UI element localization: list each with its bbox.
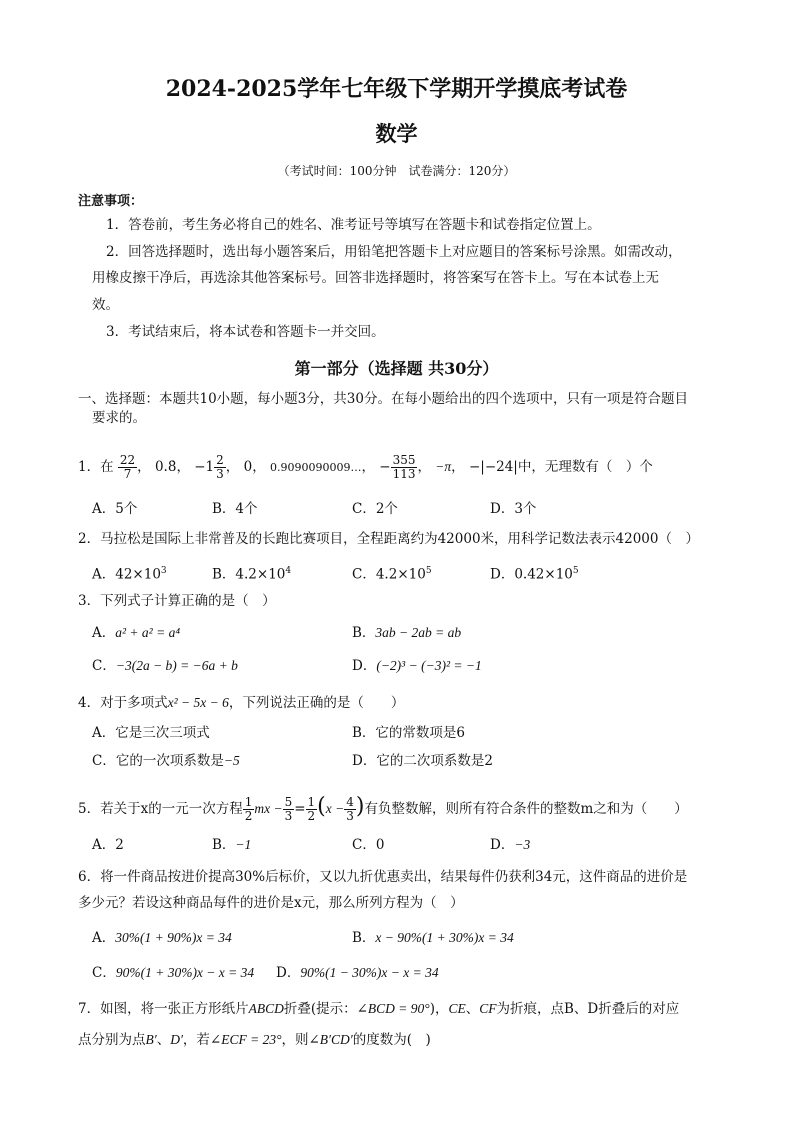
fraction: $\frac{1}{2}$ (307, 795, 316, 823)
q6-option-b: B．x − 90%(1 + 30%)x = 34 (352, 930, 514, 946)
q6-option-d: D．90%(1 − 30%)x − x = 34 (276, 965, 439, 981)
q3-option-c: C．−3(2a − b) = −6a + b (92, 658, 238, 674)
q2-option-d: D．$0.42\times 10^5$ (490, 566, 579, 583)
q3-option-a: A．a² + a² = a⁴ (92, 625, 181, 641)
question-1: 1．在 $\frac{22}{7}$ ， 0.8̇， −1 $\frac{2}{3}$ ， 0， 0.9090090009…， − $\frac{355}{113}$ ， −π， −|−24|中，无理数有（ ）个 (78, 453, 653, 481)
notice-item-2-cont: 用橡皮擦干净后，再选涂其他答案标号。回答非选择题时，将答案写在答卡上。写在本试卷上无 (92, 270, 659, 286)
q4-option-c: C．它的一次项系数是−5 (92, 753, 240, 769)
question-4: 4．对于多项式x² − 5x − 6，下列说法正确的是（ ） (78, 695, 405, 711)
q1-option-d: D．3个 (490, 501, 537, 517)
q1-option-b: B．4个 (212, 501, 258, 517)
q1-value: 0.8̇ (154, 459, 177, 475)
exam-time-info: （考试时间：100分钟 试卷满分：120分） (277, 164, 516, 178)
q6-option-a: A．30%(1 + 90%)x = 34 (92, 930, 232, 946)
q1-suffix: 中，无理数有（ ）个 (517, 459, 653, 475)
fraction: $\frac{5}{3}$ (284, 795, 293, 823)
q1-value: 0 (243, 459, 253, 475)
question-2: 2．马拉松是国际上非常普及的长跑比赛项目，全程距离约为42000米，用科学记数法表示42000（ ） (78, 531, 699, 547)
q5-option-a: A．2 (92, 837, 124, 853)
fraction: $\frac{4}{3}$ (346, 795, 354, 823)
q1-value: −1 (194, 459, 215, 475)
notice-item-1: 1．答卷前，考生务必将自己的姓名、准考证号等填写在答题卡和试卷指定位置上。 (106, 217, 601, 233)
q4-option-d: D．它的二次项系数是2 (352, 753, 493, 769)
q5-option-d: D．−3 (490, 837, 531, 853)
q4-option-b: B．它的常数项是6 (352, 725, 466, 741)
notice-item-2: 2．回答选择题时，选出每小题答案后，用铅笔把答题卡上对应题目的答案标号涂黑。如需改动， (106, 244, 682, 260)
fraction: $\frac{355}{113}$ (392, 453, 416, 481)
q5-option-b: B．−1 (212, 837, 252, 853)
q3-option-b: B．3ab − 2ab = ab (352, 625, 462, 641)
exam-title: 2024-2025学年七年级下学期开学摸底考试卷 (165, 76, 628, 102)
q5-option-c: C．0 (352, 837, 385, 853)
notice-item-2-end: 效。 (92, 297, 119, 313)
notice-heading: 注意事项： (78, 194, 144, 209)
section-intro: 一、选择题：本题共10小题，每小题3分，共30分。在每小题给出的四个选项中，只有一项是符合题目 (78, 391, 688, 407)
notice-item-3: 3．考试结束后，将本试卷和答题卡一并交回。 (106, 324, 385, 340)
fraction: $\frac{1}{2}$ (244, 795, 253, 823)
question-6-cont: 多少元？若设这种商品每件的进价是x元，那么所列方程为（ ） (78, 895, 464, 911)
question-7-cont: 点分别为点B′、D′，若∠ECF = 23°，则∠B′CD′的度数为( ) (78, 1032, 431, 1048)
fraction: $\frac{22}{7}$ (119, 453, 136, 481)
q2-option-c: C．$4.2\times 10^5$ (352, 566, 432, 583)
section-intro-cont: 要求的。 (92, 410, 146, 426)
q1-value: − (379, 459, 391, 475)
q1-option-c: C．2个 (352, 501, 398, 517)
q1-value: −π (435, 459, 452, 474)
q1-value: 0.9090090009… (269, 461, 362, 474)
subject-title: 数学 (375, 121, 418, 146)
q1-option-a: A．5个 (92, 501, 138, 517)
question-6: 6．将一件商品按进价提高30%后标价，又以九折优惠卖出，结果每件仍获利34元，这件商品的进价是 (78, 869, 688, 885)
q3-option-d: D．(−2)³ − (−3)² = −1 (352, 658, 482, 674)
question-5: 5．若关于x的一元一次方程 $\frac{1}{2}$ mx − $\frac{5}{3}$ = $\frac{1}{2}$ (x − $\frac{4}{3}$ )有负整数解，则所有符合条件的整数m之和为（ ） (78, 794, 688, 823)
fraction: $\frac{2}{3}$ (216, 453, 224, 481)
q1-prefix: 1．在 (78, 459, 114, 475)
question-3: 3．下列式子计算正确的是（ ） (78, 593, 276, 609)
q1-value: −|−24| (468, 459, 518, 475)
q6-option-c: C．90%(1 + 30%)x − x = 34 (92, 965, 255, 981)
question-7: 7．如图，将一张正方形纸片ABCD折叠(提示：∠BCD = 90°)，CE、CF为折痕，点B、D折叠后的对应 (78, 1001, 680, 1017)
q2-option-b: B．$4.2\times 10^4$ (212, 566, 292, 583)
q4-option-a: A．它是三次三项式 (92, 725, 210, 741)
section-title: 第一部分（选择题 共30分） (294, 359, 499, 378)
q2-option-a: A．$42\times 10^3$ (92, 566, 167, 583)
